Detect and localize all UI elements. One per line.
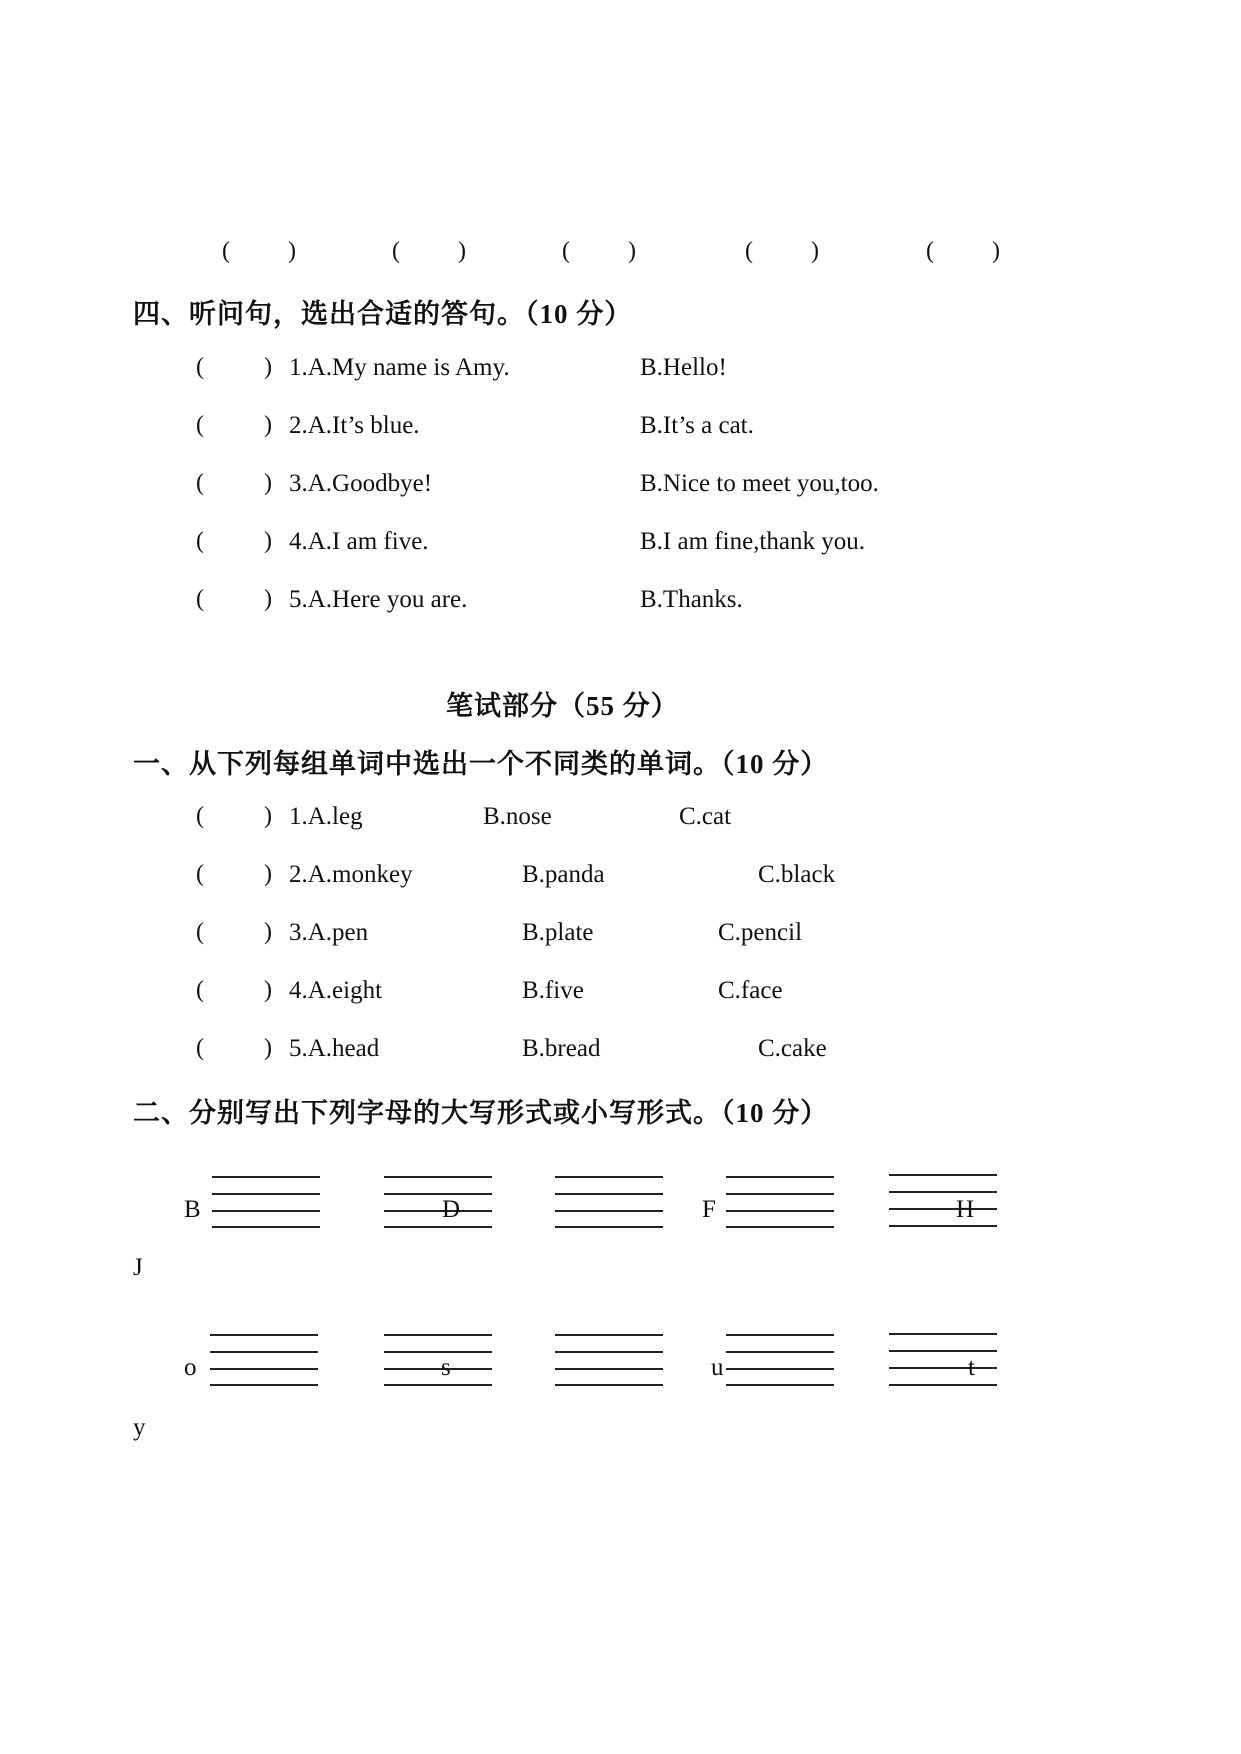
answer-bracket[interactable]: ( ) [926, 238, 1000, 264]
option-a: 5.A.head [289, 1035, 380, 1062]
option-b: B.plate [522, 919, 594, 946]
option-a: 1.A.leg [289, 803, 363, 830]
option-a: 2.A.monkey [289, 861, 413, 888]
answer-bracket[interactable]: ( ) [392, 238, 466, 264]
answer-paren-close: ) [264, 354, 272, 380]
answer-paren-close: ) [264, 977, 272, 1003]
answer-paren-close: ) [264, 412, 272, 438]
letter: t [968, 1354, 975, 1381]
letter: J [133, 1254, 143, 1281]
answer-bracket[interactable]: ( ) [745, 238, 819, 264]
answer-paren-open[interactable]: ( [196, 919, 204, 945]
letter: s [441, 1354, 451, 1381]
answer-paren-close: ) [264, 919, 272, 945]
letter: u [711, 1354, 724, 1381]
option-b: B.Thanks. [640, 586, 743, 613]
answer-paren-open[interactable]: ( [196, 354, 204, 380]
answer-paren-open[interactable]: ( [196, 977, 204, 1003]
option-c: C.black [758, 861, 836, 888]
answer-paren-open[interactable]: ( [196, 412, 204, 438]
written-part-title: 笔试部分（55 分） [446, 691, 679, 721]
option-a: 4.A.I am five. [289, 528, 429, 555]
answer-paren-open[interactable]: ( [196, 803, 204, 829]
answer-paren-close: ) [264, 1035, 272, 1061]
answer-paren-open[interactable]: ( [196, 861, 204, 887]
answer-paren-close: ) [264, 470, 272, 496]
answer-paren-close: ) [264, 861, 272, 887]
option-c: C.face [718, 977, 783, 1004]
letter: y [133, 1414, 146, 1441]
option-b: B.panda [522, 861, 605, 888]
option-a: 5.A.Here you are. [289, 586, 468, 613]
option-b: B.I am fine,thank you. [640, 528, 865, 555]
answer-bracket[interactable]: ( ) [222, 238, 296, 264]
letter: H [956, 1196, 975, 1223]
letter: F [702, 1196, 716, 1223]
answer-paren-close: ) [264, 803, 272, 829]
option-a: 4.A.eight [289, 977, 383, 1004]
answer-paren-open[interactable]: ( [196, 528, 204, 554]
option-b: B.Nice to meet you,too. [640, 470, 879, 497]
option-b: B.Hello! [640, 354, 727, 381]
option-c: C.cat [679, 803, 732, 830]
option-a: 3.A.pen [289, 919, 369, 946]
section-4-title: 四、听问句，选出合适的答句。（10 分） [133, 299, 633, 329]
letter: o [184, 1354, 197, 1381]
option-a: 2.A.It’s blue. [289, 412, 420, 439]
section-2-title: 二、分别写出下列字母的大写形式或小写形式。（10 分） [133, 1098, 829, 1128]
option-c: C.pencil [718, 919, 803, 946]
answer-paren-open[interactable]: ( [196, 586, 204, 612]
answer-paren-open[interactable]: ( [196, 1035, 204, 1061]
option-b: B.bread [522, 1035, 601, 1062]
option-c: C.cake [758, 1035, 827, 1062]
option-b: B.It’s a cat. [640, 412, 754, 439]
section-1-title: 一、从下列每组单词中选出一个不同类的单词。（10 分） [133, 749, 829, 779]
answer-paren-close: ) [264, 586, 272, 612]
letter: D [442, 1196, 461, 1223]
answer-paren-open[interactable]: ( [196, 470, 204, 496]
answer-bracket[interactable]: ( ) [562, 238, 636, 264]
option-b: B.nose [483, 803, 552, 830]
letter: B [184, 1196, 201, 1223]
option-b: B.five [522, 977, 584, 1004]
option-a: 3.A.Goodbye! [289, 470, 433, 497]
option-a: 1.A.My name is Amy. [289, 354, 510, 381]
answer-paren-close: ) [264, 528, 272, 554]
